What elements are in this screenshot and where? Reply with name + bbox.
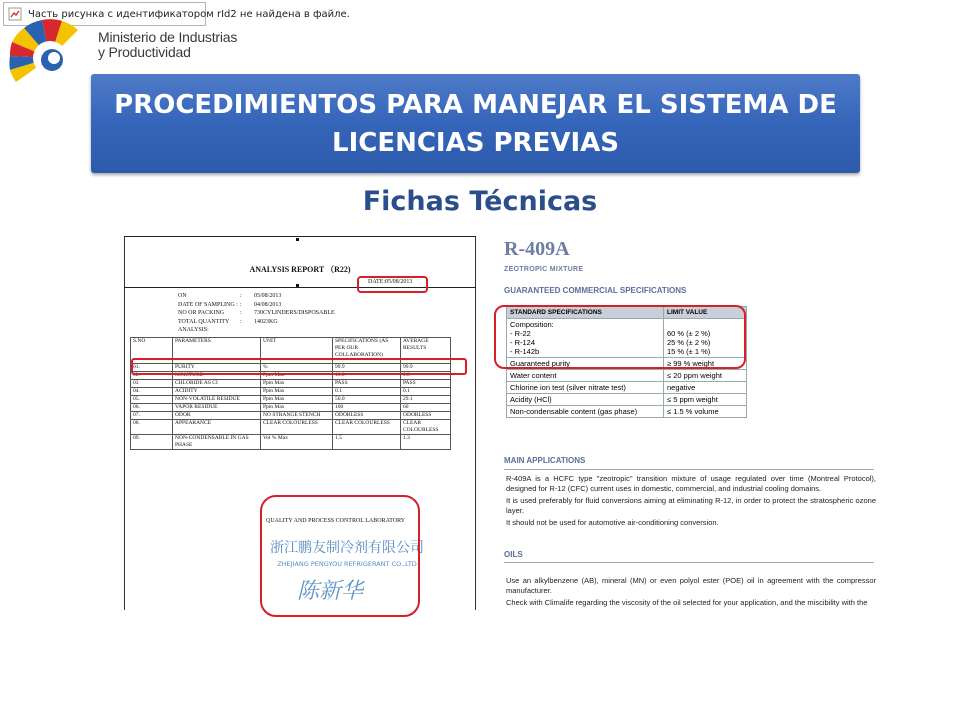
- spec-name: Non-condensable content (gas phase): [507, 406, 664, 418]
- table-cell: Ppm Max: [261, 380, 333, 388]
- table-cell: 02.: [131, 372, 173, 380]
- report-info-key: DATE OF SAMPLING :: [178, 301, 238, 308]
- table-cell: ODOR: [173, 412, 261, 420]
- table-cell: 9.8: [401, 372, 451, 380]
- table-cell: ODORLESS: [333, 412, 401, 420]
- composition-label: Composition:: [510, 320, 554, 329]
- report-column-header: AVERAGE RESULTS: [401, 338, 451, 364]
- table-cell: PASS: [401, 380, 451, 388]
- product-type: ZEOTROPIC MIXTURE: [504, 266, 584, 273]
- applications-heading: MAIN APPLICATIONS: [504, 456, 586, 465]
- report-column-header: S.NO: [131, 338, 173, 364]
- table-cell: 10.0: [333, 372, 401, 380]
- composition-component: - R-142b: [510, 347, 540, 356]
- report-info-value: 730CYLINDERS/DISPOSABLE: [254, 310, 335, 316]
- table-cell: 100: [333, 404, 401, 412]
- title-banner: [91, 74, 860, 173]
- table-cell: 50.0: [333, 396, 401, 404]
- report-column-header: SPECIFICATIONS (AS PER OUR COLLABORATION): [333, 338, 401, 364]
- spec-name: Guaranteed purity: [507, 358, 664, 370]
- report-info-value: 14023KG: [254, 318, 278, 325]
- page-mark: [296, 238, 299, 241]
- report-info-row: [178, 301, 335, 310]
- report-right-border: [475, 236, 476, 610]
- report-column-header: PARAMETERS: [173, 338, 261, 364]
- broken-image-icon: [8, 7, 22, 21]
- composition-value: 60 % (± 2 %): [667, 329, 711, 338]
- table-cell: 29.1: [401, 396, 451, 404]
- oils-text: [506, 576, 876, 611]
- table-cell: 06.: [131, 404, 173, 412]
- table-row: [131, 388, 451, 396]
- table-cell: Ppm Max: [261, 396, 333, 404]
- table-cell: 09.: [131, 435, 173, 450]
- table-cell: 05.: [131, 396, 173, 404]
- page-title: PROCEDIMIENTOS PARA MANEJAR EL SISTEMA DE LICENCIAS PREVIAS: [114, 89, 837, 158]
- product-sheet-document: [500, 236, 880, 610]
- section-subtitle: Fichas Técnicas: [362, 186, 598, 217]
- stamp-chinese: 浙江鹏友制冷剂有限公司: [270, 540, 424, 556]
- table-row: [131, 404, 451, 412]
- highlight-stamp: [260, 495, 420, 617]
- highlight-date: [357, 276, 428, 293]
- spec-name: Water content: [507, 370, 664, 382]
- oils-divider: [504, 562, 874, 563]
- table-cell: Ppm Max: [261, 404, 333, 412]
- report-info-colon: :: [240, 293, 242, 299]
- spec-value: negative: [664, 382, 747, 394]
- table-row: [507, 394, 747, 406]
- composition-value: 25 % (± 2 %): [667, 338, 711, 347]
- ministry-name: [98, 30, 237, 60]
- table-cell: CLEAR COLOURLESS: [261, 420, 333, 435]
- spec-value: ≥ 99 % weight: [664, 358, 747, 370]
- table-cell: Ppm Max: [261, 388, 333, 396]
- report-info-key: NO OR PACKING: [178, 310, 225, 316]
- table-cell: NO STRANGE STENCH: [261, 412, 333, 420]
- table-cell: PASS: [333, 380, 401, 388]
- table-cell: NON-CONDENSABLE IN GAS PHASE: [173, 435, 261, 450]
- table-cell: Ppm Max: [261, 372, 333, 380]
- highlight-composition: [494, 305, 746, 369]
- table-cell: 1.3: [401, 435, 451, 450]
- report-info-colon: [240, 326, 254, 335]
- table-cell: PURITY: [173, 364, 261, 372]
- table-cell: CHLORIDE AS CI: [173, 380, 261, 388]
- table-cell: APPEARANCE: [173, 420, 261, 435]
- applications-text: [506, 474, 876, 531]
- ministry-name-line2: y Productividad: [98, 44, 191, 60]
- report-info-row: [178, 292, 335, 301]
- table-cell: MOISTURE: [173, 372, 261, 380]
- table-cell: 08.: [131, 420, 173, 435]
- report-info-colon: :: [240, 318, 242, 325]
- composition-component: - R-22: [510, 329, 531, 338]
- report-info-key: ON: [178, 293, 187, 299]
- report-info-row: [178, 326, 335, 335]
- report-info-key: TOTAL QUANTITY: [178, 318, 230, 325]
- ministry-name-line1: Ministerio de Industrias: [98, 29, 238, 45]
- table-cell: 0.1: [333, 388, 401, 396]
- table-row: [131, 380, 451, 388]
- ministry-logo-icon: [6, 20, 90, 92]
- composition-value: 15 % (± 1 %): [667, 347, 711, 356]
- table-cell: CLEAR COLOURLESS: [401, 420, 451, 435]
- oils-paragraph: Check with Climalife regarding the viscosity of the oil selected for your application, and the miscibility with the: [506, 598, 868, 607]
- table-cell: 1.5: [333, 435, 401, 450]
- table-cell: Vol % Max: [261, 435, 333, 450]
- product-name: R-409A: [504, 238, 570, 260]
- table-row: [131, 396, 451, 404]
- specs-column-header: LIMIT VALUE: [664, 307, 747, 319]
- table-row: [131, 420, 451, 435]
- table-cell: VAPOR RESIDUE: [173, 404, 261, 412]
- report-title: ANALYSIS REPORT （R22): [249, 265, 351, 274]
- report-info-colon: :: [240, 310, 242, 316]
- applications-divider: [504, 469, 874, 470]
- oils-heading: OILS: [504, 550, 523, 559]
- spec-name: Acidity (HCl): [507, 394, 664, 406]
- report-column-header: UNIT: [261, 338, 333, 364]
- table-cell: 0.1: [401, 388, 451, 396]
- report-info-key: ANALYSIS:: [178, 327, 209, 333]
- report-date: DATE:05/08/2013: [368, 279, 413, 285]
- specs-heading: GUARANTEED COMMERCIAL SPECIFICATIONS: [504, 286, 687, 295]
- spec-value: ≤ 20 ppm weight: [664, 370, 747, 382]
- table-cell: 01.: [131, 364, 173, 372]
- applications-paragraph: It is used preferably for fluid conversions aiming at eliminating R-12, in order to protect the stratospheric ozone layer.: [506, 496, 876, 515]
- report-info-value: 04/08/2013: [254, 301, 282, 308]
- composition-component: - R-124: [510, 338, 536, 347]
- table-cell: 99.9: [401, 364, 451, 372]
- applications-paragraph: R-409A is a HCFC type "zeotropic" transition mixture of usage regulated over time (Montreal Protocol), designed for R-12 (CFC) current uses in domestic, commercial, and industrial cooling domains.: [506, 474, 876, 493]
- report-table: [130, 337, 451, 450]
- table-row: [507, 406, 747, 418]
- spec-value: ≤ 1.5 % volume: [664, 406, 747, 418]
- report-left-border: [124, 236, 125, 610]
- table-cell: 07.: [131, 412, 173, 420]
- report-info-row: [178, 318, 335, 327]
- report-info-colon: :: [240, 301, 242, 308]
- table-row: [507, 370, 747, 382]
- table-cell: %: [261, 364, 333, 372]
- broken-image-alt: Часть рисунка с идентификатором rId2 не найдена в файле.: [28, 8, 350, 20]
- page-mark: [296, 284, 299, 287]
- highlight-purity-row: [131, 358, 467, 375]
- table-cell: ACIDITY: [173, 388, 261, 396]
- table-cell: NON-VOLATILE RESIDUE: [173, 396, 261, 404]
- spec-name: Chlorine ion test (silver nitrate test): [507, 382, 664, 394]
- table-cell: 03: [131, 380, 173, 388]
- spec-value: ≤ 5 ppm weight: [664, 394, 747, 406]
- report-info: [178, 292, 335, 335]
- report-info-row: [178, 309, 335, 318]
- report-info-value: 05/08/2013: [254, 293, 282, 299]
- applications-paragraph: It should not be used for automotive air-conditioning conversion.: [506, 518, 719, 527]
- table-cell: 60: [401, 404, 451, 412]
- stamp-english: ZHEJIANG PENGYOU REFRIGERANT CO.,LTD: [277, 560, 417, 568]
- oils-paragraph: Use an alkylbenzene (AB), mineral (MN) or even polyol ester (POE) oil in agreement with the compressor manufacturer.: [506, 576, 876, 595]
- table-cell: ODORLESS: [401, 412, 451, 420]
- table-row: [131, 435, 451, 450]
- signature: 陈新华: [296, 579, 364, 604]
- table-cell: 04.: [131, 388, 173, 396]
- specs-column-header: STANDARD SPECIFICATIONS: [507, 307, 664, 319]
- table-row: [131, 412, 451, 420]
- table-cell: CLEAR COLOURLESS: [333, 420, 401, 435]
- lab-name: QUALITY AND PROCESS CONTROL LABORATORY: [266, 518, 406, 524]
- table-row: [507, 382, 747, 394]
- table-cell: 99.9: [333, 364, 401, 372]
